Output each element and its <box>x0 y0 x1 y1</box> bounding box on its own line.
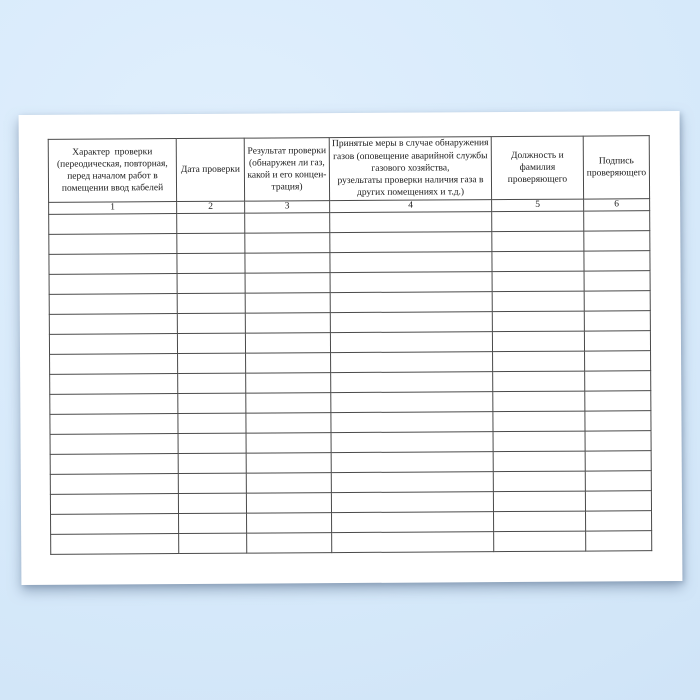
empty-cell <box>246 353 331 374</box>
empty-cell <box>584 271 650 291</box>
empty-cell <box>245 213 330 234</box>
empty-cell <box>49 214 177 235</box>
empty-cell <box>245 333 330 354</box>
empty-cell <box>50 434 178 455</box>
column-number: 6 <box>584 199 650 211</box>
empty-cell <box>332 532 494 553</box>
empty-cell <box>584 231 650 251</box>
empty-cell <box>178 473 246 493</box>
empty-cell <box>50 474 178 495</box>
empty-cell <box>494 531 586 552</box>
document-page <box>19 111 683 585</box>
empty-cell <box>331 432 493 453</box>
empty-cell <box>330 232 492 253</box>
empty-cell <box>50 494 178 515</box>
empty-cell <box>493 471 585 492</box>
empty-cell <box>51 514 179 535</box>
empty-cell <box>246 413 331 434</box>
empty-cell <box>246 453 331 474</box>
empty-cell <box>585 391 651 411</box>
empty-cell <box>245 313 330 334</box>
empty-cell <box>492 211 584 232</box>
table-header-row <box>48 136 649 203</box>
empty-cell <box>51 534 179 555</box>
empty-cell <box>586 531 652 551</box>
empty-cell <box>246 473 331 494</box>
empty-cell <box>493 351 585 372</box>
empty-cell <box>331 472 493 493</box>
column-header-inspection-type: Характер проверки (переодическая, повторная, перед началом работ в помещении ввод кабелей <box>48 139 176 203</box>
empty-cell <box>177 313 245 333</box>
column-header-measures-taken: Принятые меры в случае обнаружения газов (оповещение аварийной службы газового хозяйства, рузельтаты проверки наличия газа в других помещениях и т.д.) <box>329 137 491 201</box>
empty-cell <box>584 291 650 311</box>
empty-cell <box>585 451 651 471</box>
empty-cell <box>179 533 247 553</box>
empty-cell <box>584 251 650 271</box>
empty-cell <box>584 311 650 331</box>
gas-inspection-log-table <box>48 135 653 555</box>
empty-cell <box>493 451 585 472</box>
empty-cell <box>493 371 585 392</box>
empty-cell <box>246 393 331 414</box>
empty-cell <box>179 513 247 533</box>
column-header-inspector-name: Должность и фамилия проверяющего <box>491 136 583 200</box>
empty-cell <box>49 234 177 255</box>
empty-cell <box>493 411 585 432</box>
empty-cell <box>49 274 177 295</box>
empty-cell <box>331 492 493 513</box>
column-header-inspection-result: Результат проверки (обнаружен ли газ, какой и его концен- трация) <box>244 138 329 202</box>
empty-cell <box>493 431 585 452</box>
empty-cell <box>49 294 177 315</box>
empty-cell <box>178 353 246 373</box>
empty-cell <box>245 293 330 314</box>
empty-cell <box>177 253 245 273</box>
empty-cell <box>178 493 246 513</box>
empty-cell <box>246 373 331 394</box>
empty-cell <box>245 233 330 254</box>
empty-cell <box>177 293 245 313</box>
empty-cell <box>493 491 585 512</box>
empty-cell <box>50 414 178 435</box>
empty-cell <box>494 511 586 532</box>
empty-cell <box>492 271 584 292</box>
empty-cell <box>330 292 492 313</box>
empty-cell <box>585 491 651 511</box>
empty-cell <box>586 511 652 531</box>
empty-cell <box>245 273 330 294</box>
empty-cell <box>493 391 585 412</box>
empty-cell <box>178 453 246 473</box>
empty-cell <box>585 371 651 391</box>
empty-cell <box>330 332 492 353</box>
table-body <box>49 211 652 555</box>
empty-cell <box>49 314 177 335</box>
empty-cell <box>585 351 651 371</box>
empty-cell <box>178 393 246 413</box>
empty-cell <box>492 291 584 312</box>
empty-cell <box>246 493 331 514</box>
empty-cell <box>50 374 178 395</box>
empty-cell <box>492 231 584 252</box>
empty-cell <box>177 273 245 293</box>
empty-cell <box>247 533 332 554</box>
empty-cell <box>330 312 492 333</box>
empty-cell <box>178 413 246 433</box>
empty-cell <box>177 333 245 353</box>
empty-cell <box>177 233 245 253</box>
empty-cell <box>50 394 178 415</box>
empty-cell <box>492 311 584 332</box>
column-number: 1 <box>49 202 177 215</box>
empty-cell <box>331 372 493 393</box>
empty-cell <box>247 513 332 534</box>
empty-cell <box>330 272 492 293</box>
empty-cell <box>585 411 651 431</box>
empty-cell <box>178 433 246 453</box>
empty-cell <box>331 352 493 373</box>
empty-cell <box>50 454 178 475</box>
column-number: 2 <box>177 201 245 213</box>
empty-cell <box>330 212 492 233</box>
empty-cell <box>331 452 493 473</box>
empty-log-row <box>51 531 652 555</box>
empty-cell <box>331 412 493 433</box>
empty-cell <box>492 331 584 352</box>
empty-cell <box>178 373 246 393</box>
empty-cell <box>585 471 651 491</box>
empty-cell <box>584 211 650 231</box>
empty-cell <box>177 213 245 233</box>
empty-cell <box>331 392 493 413</box>
empty-cell <box>584 331 650 351</box>
empty-cell <box>50 354 178 375</box>
empty-cell <box>492 251 584 272</box>
column-number: 5 <box>492 199 584 212</box>
empty-cell <box>330 252 492 273</box>
column-header-inspector-signature: Подпись проверяющего <box>583 136 649 199</box>
empty-cell <box>585 431 651 451</box>
column-number: 4 <box>330 200 492 213</box>
empty-cell <box>49 334 177 355</box>
column-number: 3 <box>245 201 330 214</box>
column-header-inspection-date: Дата проверки <box>176 138 244 201</box>
empty-cell <box>49 254 177 275</box>
empty-cell <box>332 512 494 533</box>
empty-cell <box>246 433 331 454</box>
empty-cell <box>245 253 330 274</box>
